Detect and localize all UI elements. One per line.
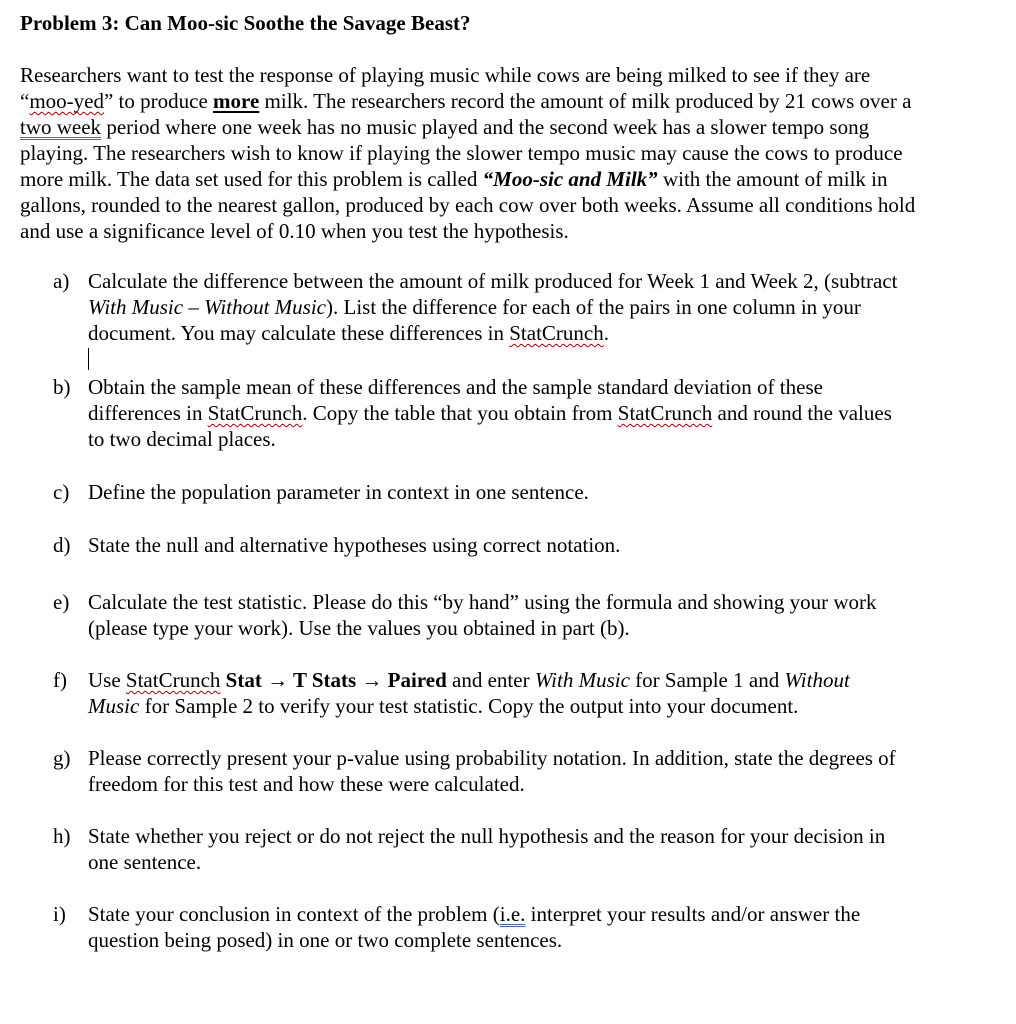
italic-term: Without Music: [88, 668, 850, 718]
question-label: h): [53, 824, 71, 848]
question-text: Define the population parameter in context in one sentence.: [88, 480, 589, 504]
question-label: i): [53, 902, 66, 926]
statcrunch-term: StatCrunch: [207, 401, 303, 425]
problem-title: Problem 3: Can Moo-sic Soothe the Savage Beast?: [20, 11, 471, 35]
question-f: [53, 667, 903, 719]
question-text: ). List the difference for each of the pairs in one column in your document. You may calculate these differences in: [88, 295, 861, 345]
intro-text: ” to produce: [103, 89, 214, 113]
question-text: Obtain the sample mean of these differences and the sample standard deviation of these differences in: [88, 375, 823, 425]
question-c: [53, 479, 903, 505]
intro-text: milk. The researchers record the amount of milk produced by 21 cows over a: [259, 89, 912, 113]
question-label: f): [53, 668, 67, 692]
question-a: [53, 268, 903, 370]
question-text: . Copy the table that you obtain from: [302, 401, 618, 425]
document-page: [20, 10, 1000, 953]
question-text: .: [603, 321, 609, 345]
question-label: e): [53, 590, 70, 614]
question-text: interpret your results and/or answer the question being posed) in one or two complete sentences.: [88, 902, 861, 952]
grammar-flag-two-week: two week: [20, 115, 102, 139]
question-e: [53, 589, 903, 641]
question-text: State whether you reject or do not reject the null hypothesis and the reason for your decision in one sentence.: [88, 824, 886, 874]
question-text: Use: [88, 668, 126, 692]
question-b: [53, 374, 903, 452]
question-h: [53, 823, 903, 875]
grammar-flag-ie: i.e.: [499, 902, 526, 926]
dataset-name: “Moo-sic and Milk”: [482, 167, 658, 191]
italic-term: With Music: [88, 295, 184, 319]
intro-text: Researchers want to test the response of playing music while cows are being milked to see if they are “: [20, 63, 871, 113]
statcrunch-term: StatCrunch: [509, 321, 604, 345]
menu-path: Stat → T Stats → Paired: [220, 668, 447, 692]
question-text: for Sample 1 and: [629, 668, 785, 692]
statcrunch-term: StatCrunch: [125, 668, 221, 692]
question-i: [53, 901, 903, 953]
text-cursor: [88, 348, 89, 370]
intro-paragraph: [20, 62, 920, 244]
italic-term: With Music: [534, 668, 630, 692]
intro-text: with the amount of milk in gallons, rounded to the nearest gallon, produced by each cow over both weeks. Assume all conditions hold and use a significance level of 0.10 when you test the hypothesis.: [20, 167, 916, 243]
question-label: b): [53, 375, 71, 399]
question-label: d): [53, 533, 71, 557]
question-label: g): [53, 746, 71, 770]
question-text: and round the values to two decimal places.: [88, 401, 892, 451]
intro-text: period where one week has no music played and the second week has a slower tempo song playing. The researchers wish to know if playing the slower tempo music may cause the cows to produce more milk. The data set used for this problem is called: [20, 115, 903, 191]
question-text: State the null and alternative hypotheses using correct notation.: [88, 533, 621, 557]
emphasis-more: more: [213, 89, 260, 113]
italic-term: Without Music: [204, 295, 326, 319]
question-text: for Sample 2 to verify your test statistic. Copy the output into your document.: [139, 694, 799, 718]
question-text: Calculate the difference between the amount of milk produced for Week 1 and Week 2, (subtract: [88, 269, 898, 293]
question-text: Please correctly present your p-value using probability notation. In addition, state the degrees of freedom for this test and how these were calculated.: [88, 746, 896, 796]
question-text: Calculate the test statistic. Please do this “by hand” using the formula and showing your work (please type your work). Use the values you obtained in part (b).: [88, 590, 877, 640]
question-text: State your conclusion in context of the problem (: [88, 902, 500, 926]
question-label: a): [53, 269, 70, 293]
misspelled-word: moo-yed: [29, 89, 104, 113]
question-text: and enter: [446, 668, 535, 692]
statcrunch-term: StatCrunch: [617, 401, 713, 425]
question-text: –: [183, 295, 205, 319]
question-g: [53, 745, 903, 797]
question-list: [20, 268, 1000, 953]
question-d: [53, 532, 903, 558]
question-label: c): [53, 480, 70, 504]
